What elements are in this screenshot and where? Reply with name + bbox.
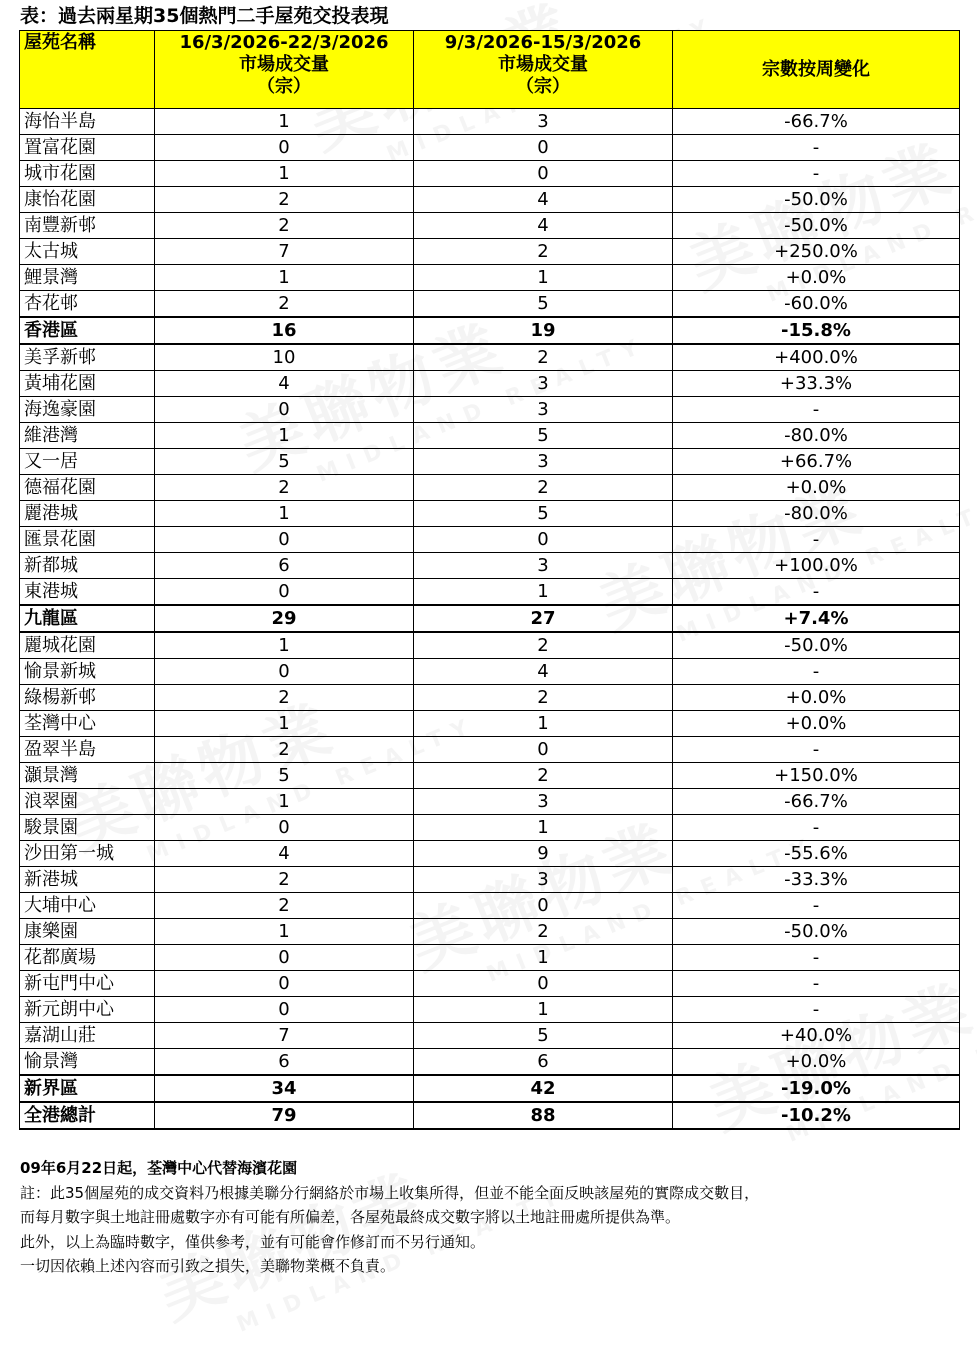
period2-volume-cell: 2: [414, 763, 673, 789]
estate-name-cell: 麗港城: [20, 501, 155, 527]
period2-volume-cell: 3: [414, 789, 673, 815]
period2-volume-cell: 6: [414, 1049, 673, 1076]
estate-name-cell: 浪翠園: [20, 789, 155, 815]
period1-volume-cell: 1: [155, 161, 414, 187]
note-replacement: 09年6月22日起，荃灣中心代替海濱花園: [20, 1159, 298, 1177]
weekly-change-cell: +100.0%: [673, 553, 960, 579]
header-period2-dates: 9/3/2026-15/3/2026: [444, 32, 642, 53]
weekly-change-cell: -: [673, 659, 960, 685]
weekly-change-cell: -66.7%: [673, 789, 960, 815]
period2-volume-cell: 1: [414, 815, 673, 841]
weekly-change-cell: -: [673, 397, 960, 423]
table-row: [20, 685, 960, 711]
period1-volume-cell: 16: [155, 317, 414, 344]
period1-volume-cell: 2: [155, 187, 414, 213]
header-period2: [414, 31, 673, 109]
table-row: [20, 737, 960, 763]
period1-volume-cell: 0: [155, 135, 414, 161]
period2-volume-cell: 3: [414, 397, 673, 423]
estate-name-cell: 新都城: [20, 553, 155, 579]
period2-volume-cell: 1: [414, 579, 673, 606]
estate-name-cell: 海怡半島: [20, 109, 155, 135]
period2-volume-cell: 5: [414, 501, 673, 527]
table-row: [20, 475, 960, 501]
period2-volume-cell: 1: [414, 945, 673, 971]
estate-name-cell: 駿景園: [20, 815, 155, 841]
period2-volume-cell: 4: [414, 187, 673, 213]
period2-volume-cell: 2: [414, 685, 673, 711]
note-disclaimer-line: 一切因依賴上述內容而引致之損失，美聯物業概不負責。: [20, 1257, 396, 1275]
period1-volume-cell: 79: [155, 1102, 414, 1129]
period1-volume-cell: 0: [155, 659, 414, 685]
period1-volume-cell: 4: [155, 371, 414, 397]
estate-name-cell: 新屯門中心: [20, 971, 155, 997]
period1-volume-cell: 1: [155, 265, 414, 291]
period2-volume-cell: 2: [414, 632, 673, 659]
table-body: [20, 109, 960, 1130]
weekly-change-cell: -80.0%: [673, 423, 960, 449]
estate-name-cell: 綠楊新邨: [20, 685, 155, 711]
estate-name-cell: 香港區: [20, 317, 155, 344]
period2-volume-cell: 0: [414, 893, 673, 919]
estate-name-cell: 灝景灣: [20, 763, 155, 789]
weekly-change-cell: -: [673, 945, 960, 971]
estate-name-cell: 德福花園: [20, 475, 155, 501]
table-row: [20, 213, 960, 239]
note-disclaimer-line: 此外，以上為臨時數字，僅供參考，並有可能會作修訂而不另行通知。: [20, 1232, 486, 1251]
table-row: [20, 893, 960, 919]
period2-volume-cell: 0: [414, 971, 673, 997]
period2-volume-cell: 88: [414, 1102, 673, 1129]
header-period2-unit: （宗）: [516, 76, 570, 97]
period1-volume-cell: 1: [155, 919, 414, 945]
transactions-table: [19, 30, 960, 1130]
estate-name-cell: 全港總計: [20, 1102, 155, 1129]
estate-name-cell: 九龍區: [20, 605, 155, 632]
period1-volume-cell: 2: [155, 893, 414, 919]
estate-name-cell: 愉景新城: [20, 659, 155, 685]
table-row: [20, 371, 960, 397]
weekly-change-cell: +0.0%: [673, 475, 960, 501]
table-row: [20, 1023, 960, 1049]
weekly-change-cell: +0.0%: [673, 711, 960, 737]
header-period1-dates: 16/3/2026-22/3/2026: [179, 32, 389, 53]
period1-volume-cell: 0: [155, 945, 414, 971]
estate-name-cell: 嘉湖山莊: [20, 1023, 155, 1049]
weekly-change-cell: -: [673, 527, 960, 553]
table-row: [20, 527, 960, 553]
table-row: [20, 501, 960, 527]
weekly-change-cell: -: [673, 893, 960, 919]
table-row: [20, 135, 960, 161]
table-header-row: [20, 31, 960, 109]
period1-volume-cell: 7: [155, 239, 414, 265]
table-row: [20, 971, 960, 997]
period2-volume-cell: 3: [414, 553, 673, 579]
estate-name-cell: 盈翠半島: [20, 737, 155, 763]
weekly-change-cell: -15.8%: [673, 317, 960, 344]
period2-volume-cell: 3: [414, 449, 673, 475]
header-period1-label: 市場成交量: [239, 54, 329, 75]
period2-volume-cell: 5: [414, 291, 673, 318]
estate-name-cell: 鯉景灣: [20, 265, 155, 291]
table-row: [20, 344, 960, 371]
estate-name-cell: 海逸豪園: [20, 397, 155, 423]
period1-volume-cell: 2: [155, 867, 414, 893]
table-row: [20, 291, 960, 318]
weekly-change-cell: -50.0%: [673, 919, 960, 945]
period2-volume-cell: 9: [414, 841, 673, 867]
weekly-change-cell: +66.7%: [673, 449, 960, 475]
district-subtotal-row: [20, 605, 960, 632]
weekly-change-cell: -66.7%: [673, 109, 960, 135]
estate-name-cell: 維港灣: [20, 423, 155, 449]
weekly-change-cell: +40.0%: [673, 1023, 960, 1049]
weekly-change-cell: -: [673, 815, 960, 841]
table-row: [20, 239, 960, 265]
estate-name-cell: 新界區: [20, 1075, 155, 1102]
period1-volume-cell: 1: [155, 789, 414, 815]
weekly-change-cell: +0.0%: [673, 265, 960, 291]
estate-name-cell: 新港城: [20, 867, 155, 893]
table-row: [20, 449, 960, 475]
estate-name-cell: 又一居: [20, 449, 155, 475]
period1-volume-cell: 0: [155, 397, 414, 423]
weekly-change-cell: -33.3%: [673, 867, 960, 893]
weekly-change-cell: -50.0%: [673, 632, 960, 659]
weekly-change-cell: -50.0%: [673, 213, 960, 239]
table-row: [20, 109, 960, 135]
period1-volume-cell: 1: [155, 423, 414, 449]
period2-volume-cell: 0: [414, 737, 673, 763]
estate-name-cell: 置富花園: [20, 135, 155, 161]
estate-name-cell: 太古城: [20, 239, 155, 265]
table-row: [20, 397, 960, 423]
estate-name-cell: 康怡花園: [20, 187, 155, 213]
period2-volume-cell: 5: [414, 423, 673, 449]
period2-volume-cell: 1: [414, 997, 673, 1023]
period2-volume-cell: 3: [414, 109, 673, 135]
table-row: [20, 919, 960, 945]
period1-volume-cell: 34: [155, 1075, 414, 1102]
period1-volume-cell: 0: [155, 997, 414, 1023]
table-row: [20, 997, 960, 1023]
estate-name-cell: 沙田第一城: [20, 841, 155, 867]
period2-volume-cell: 4: [414, 213, 673, 239]
table-row: [20, 1049, 960, 1076]
period2-volume-cell: 5: [414, 1023, 673, 1049]
estate-name-cell: 荃灣中心: [20, 711, 155, 737]
estate-name-cell: 匯景花園: [20, 527, 155, 553]
period1-volume-cell: 2: [155, 685, 414, 711]
estate-name-cell: 花都廣場: [20, 945, 155, 971]
table-row: [20, 841, 960, 867]
period1-volume-cell: 2: [155, 737, 414, 763]
grand-total-row: [20, 1102, 960, 1129]
period1-volume-cell: 2: [155, 213, 414, 239]
period1-volume-cell: 10: [155, 344, 414, 371]
estate-name-cell: 黃埔花園: [20, 371, 155, 397]
estate-name-cell: 麗城花園: [20, 632, 155, 659]
header-period1-unit: （宗）: [257, 76, 311, 97]
period1-volume-cell: 2: [155, 291, 414, 318]
table-row: [20, 659, 960, 685]
weekly-change-cell: -: [673, 737, 960, 763]
table-row: [20, 161, 960, 187]
page-title: 表：過去兩星期35個熱門二手屋苑交投表現: [20, 5, 389, 27]
weekly-change-cell: -: [673, 135, 960, 161]
period2-volume-cell: 19: [414, 317, 673, 344]
header-estate-name: 屋苑名稱: [20, 31, 155, 109]
weekly-change-cell: +400.0%: [673, 344, 960, 371]
weekly-change-cell: -50.0%: [673, 187, 960, 213]
period1-volume-cell: 6: [155, 553, 414, 579]
period2-volume-cell: 1: [414, 265, 673, 291]
weekly-change-cell: -60.0%: [673, 291, 960, 318]
weekly-change-cell: +250.0%: [673, 239, 960, 265]
period2-volume-cell: 3: [414, 371, 673, 397]
period1-volume-cell: 0: [155, 579, 414, 606]
estate-name-cell: 新元朗中心: [20, 997, 155, 1023]
weekly-change-cell: -10.2%: [673, 1102, 960, 1129]
period2-volume-cell: 27: [414, 605, 673, 632]
weekly-change-cell: -80.0%: [673, 501, 960, 527]
period1-volume-cell: 1: [155, 501, 414, 527]
weekly-change-cell: -: [673, 997, 960, 1023]
weekly-change-cell: -55.6%: [673, 841, 960, 867]
period2-volume-cell: 0: [414, 161, 673, 187]
weekly-change-cell: -: [673, 971, 960, 997]
table-row: [20, 423, 960, 449]
period2-volume-cell: 4: [414, 659, 673, 685]
note-disclaimer-line: 而每月數字與土地註冊處數字亦有可能有所偏差，各屋苑最終成交數字將以土地註冊處所提供為準。: [20, 1208, 681, 1226]
period1-volume-cell: 0: [155, 815, 414, 841]
weekly-change-cell: +0.0%: [673, 1049, 960, 1076]
weekly-change-cell: +0.0%: [673, 685, 960, 711]
table-row: [20, 815, 960, 841]
weekly-change-cell: -19.0%: [673, 1075, 960, 1102]
district-subtotal-row: [20, 317, 960, 344]
estate-name-cell: 康樂園: [20, 919, 155, 945]
table-row: [20, 789, 960, 815]
estate-name-cell: 愉景灣: [20, 1049, 155, 1076]
weekly-change-cell: -: [673, 579, 960, 606]
period1-volume-cell: 2: [155, 475, 414, 501]
period2-volume-cell: 0: [414, 527, 673, 553]
period2-volume-cell: 2: [414, 475, 673, 501]
table-row: [20, 763, 960, 789]
period1-volume-cell: 4: [155, 841, 414, 867]
period2-volume-cell: 1: [414, 711, 673, 737]
estate-name-cell: 東港城: [20, 579, 155, 606]
period1-volume-cell: 1: [155, 632, 414, 659]
estate-name-cell: 杏花邨: [20, 291, 155, 318]
period2-volume-cell: 2: [414, 919, 673, 945]
table-row: [20, 632, 960, 659]
period1-volume-cell: 5: [155, 449, 414, 475]
table-row: [20, 711, 960, 737]
table-row: [20, 867, 960, 893]
period1-volume-cell: 7: [155, 1023, 414, 1049]
header-period2-label: 市場成交量: [498, 54, 588, 75]
estate-name-cell: 大埔中心: [20, 893, 155, 919]
table-row: [20, 579, 960, 606]
weekly-change-cell: +7.4%: [673, 605, 960, 632]
district-subtotal-row: [20, 1075, 960, 1102]
table-row: [20, 187, 960, 213]
estate-name-cell: 南豐新邨: [20, 213, 155, 239]
header-weekly-change: 宗數按周變化: [673, 31, 960, 109]
table-row: [20, 945, 960, 971]
period1-volume-cell: 6: [155, 1049, 414, 1076]
table-row: [20, 553, 960, 579]
weekly-change-cell: -: [673, 161, 960, 187]
notes: [20, 1156, 960, 1279]
period2-volume-cell: 3: [414, 867, 673, 893]
period1-volume-cell: 0: [155, 971, 414, 997]
note-disclaimer-line: 註：此35個屋苑的成交資料乃根據美聯分行網絡於市場上收集所得，但並不能全面反映該屋苑的實際成交數目，: [20, 1183, 760, 1202]
weekly-change-cell: +150.0%: [673, 763, 960, 789]
period1-volume-cell: 1: [155, 711, 414, 737]
header-period1: [155, 31, 414, 109]
period1-volume-cell: 5: [155, 763, 414, 789]
period2-volume-cell: 0: [414, 135, 673, 161]
period1-volume-cell: 1: [155, 109, 414, 135]
weekly-change-cell: +33.3%: [673, 371, 960, 397]
period2-volume-cell: 2: [414, 344, 673, 371]
period1-volume-cell: 0: [155, 527, 414, 553]
period2-volume-cell: 2: [414, 239, 673, 265]
estate-name-cell: 美孚新邨: [20, 344, 155, 371]
period2-volume-cell: 42: [414, 1075, 673, 1102]
estate-name-cell: 城市花園: [20, 161, 155, 187]
table-row: [20, 265, 960, 291]
period1-volume-cell: 29: [155, 605, 414, 632]
